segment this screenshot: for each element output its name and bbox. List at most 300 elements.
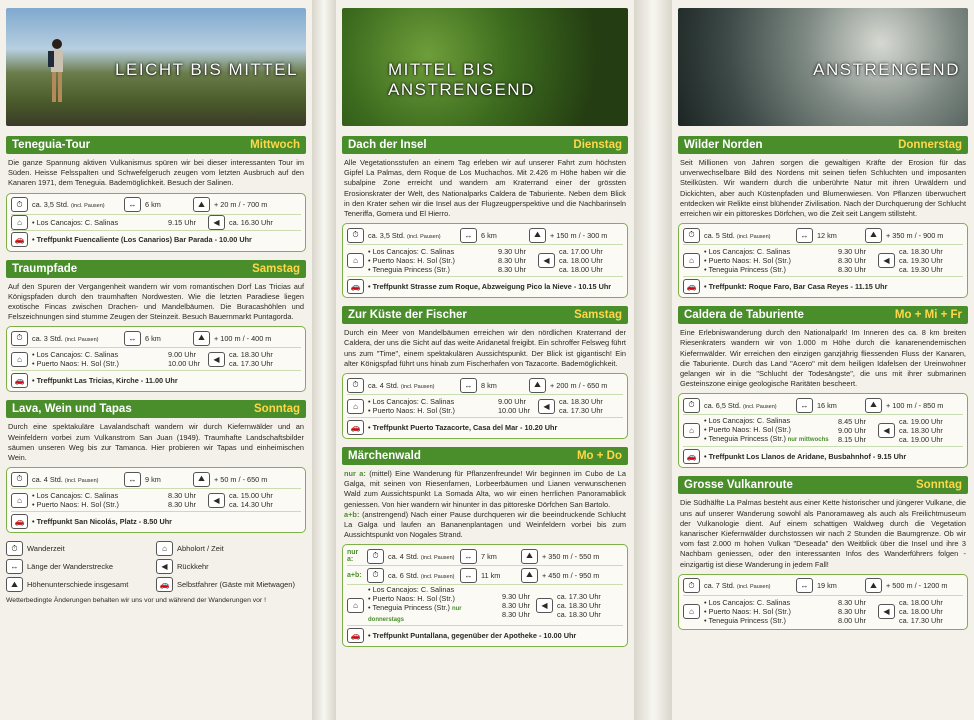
tour-description: Eine Erlebniswanderung durch den Nationalpark! Im Inneren des ca. 8 km breiten Riesenkraters wandern wir von 1.000 m Höhe durch die kanarenendemischen Kiefernwälder. Wir erreichen den einzigen ganzjährig fliessenden Fluss der Kanaren, die Taburiente. Durch das Land "Acero" mit dem heiligen Idafelsen der Ureinwohner gelangen wir in die "Schlucht der Todesängste", die uns mit ihrer submarinen Gesteinszone einige geologische Raritäten bescheert. <box>680 328 966 389</box>
pickup-time: 8.30 Uhr <box>838 597 866 607</box>
hero-photo-hard <box>678 8 968 126</box>
duration: ca. 7 Std. (incl. Pausen) <box>704 581 771 591</box>
distance-icon: ↔ <box>460 549 477 564</box>
fold-right <box>634 0 672 720</box>
clock-icon: ⏱ <box>367 568 384 583</box>
pickup-time: 8.30 Uhr <box>168 500 196 510</box>
duration: ca. 6,5 Std. (incl. Pausen) <box>704 400 777 410</box>
pickup-location: • Los Cancajos: C. Salinas <box>704 416 791 426</box>
return-time: ca. 18.00 Uhr <box>559 256 603 266</box>
info-row-b <box>347 566 623 585</box>
bus-stop-icon: ⌂ <box>683 253 700 268</box>
return-icon: ◀ <box>208 215 225 230</box>
distance: 7 km <box>481 551 497 561</box>
legend-item <box>156 541 306 556</box>
pickup-locations: • Los Cancajos: C. Salinas • Puerto Naos: H. Sol (Str.) • Teneguia Princess (Str.) nur donnerstags <box>368 585 462 624</box>
pickup-time: 10.00 Uhr <box>168 359 201 369</box>
tour-list <box>678 136 968 630</box>
duration: ca. 4 Std. (incl. Pausen) <box>368 380 435 390</box>
pickup-time: 9.00 Uhr <box>838 426 866 436</box>
info-row <box>347 376 623 395</box>
distance-icon: ↔ <box>460 568 477 583</box>
tour-day: Dienstag <box>573 139 622 151</box>
pickup-time: 8.30 Uhr <box>838 606 866 616</box>
tour-day: Samstag <box>574 309 622 322</box>
hero-title: MITTEL BIS ANSTRENGEND <box>388 60 535 99</box>
bus-stop-icon: ⌂ <box>683 423 700 438</box>
return-time: ca. 15.00 Uhr <box>229 491 273 501</box>
return-icon: ◀ <box>878 604 895 619</box>
car-icon: 🚗 <box>347 628 364 643</box>
return-time: ca. 17.00 Uhr <box>559 247 603 257</box>
legend-label: Länge der Wanderstrecke <box>27 562 114 572</box>
distance-icon: ↔ <box>124 331 141 346</box>
column-hard <box>672 0 974 720</box>
car-icon: 🚗 <box>347 279 364 294</box>
return-times <box>559 247 603 274</box>
pickup-times <box>498 397 538 415</box>
legend-item <box>156 559 306 574</box>
tour-info-box <box>678 393 968 468</box>
tour-info-box <box>6 193 306 252</box>
car-icon: 🚗 <box>11 373 28 388</box>
tour-header <box>678 136 968 154</box>
meeting-point: • Treffpunkt San Nicolás, Platz - 8.50 Uhr <box>32 516 173 526</box>
duration: ca. 4 Std. (incl. Pausen) <box>32 474 99 484</box>
return-times <box>899 598 943 625</box>
pickup-time: 8.30 Uhr <box>838 265 866 275</box>
pickup-location: • Los Cancajos: C. Salinas <box>368 247 455 257</box>
tour-header <box>678 476 968 494</box>
pickup-time: 9.30 Uhr <box>838 247 866 257</box>
return-time: ca. 14.30 Uhr <box>229 500 273 510</box>
tour-section <box>678 476 968 629</box>
pickup-location: • Puerto Naos: H. Sol (Str.) <box>704 425 791 435</box>
distance-icon: ↔ <box>6 559 23 574</box>
duration-note: (incl. Pausen) <box>742 403 777 410</box>
pickup-location: • Los Cancajos: C. Salinas <box>368 397 455 407</box>
distance: 9 km <box>145 474 161 484</box>
distance-icon: ↔ <box>796 578 813 593</box>
meeting-point: • Treffpunkt Puerto Tazacorte, Casa del Mar - 10.20 Uhr <box>368 422 558 432</box>
meeting-row <box>683 277 963 295</box>
car-icon: 🚗 <box>683 449 700 464</box>
tour-section <box>6 260 306 393</box>
clock-icon: ⏱ <box>683 578 700 593</box>
pickup-location: • Puerto Naos: H. Sol (Str.) <box>368 256 455 266</box>
tour-list <box>342 136 628 439</box>
pickup-row <box>683 596 963 627</box>
info-row <box>683 226 963 245</box>
altitude: + 100 m / - 850 m <box>886 400 944 410</box>
meeting-point: • Treffpunkt Los Llanos de Aridane, Busbahnhof - 9.15 Uhr <box>704 451 907 461</box>
pickup-time: 8.30 Uhr <box>498 265 526 275</box>
altitude: + 500 m / - 1200 m <box>886 581 948 591</box>
return-times <box>229 350 273 368</box>
meeting-row <box>347 626 623 644</box>
distance: 12 km <box>817 230 837 240</box>
tour-name: Caldera de Taburiente <box>684 309 804 322</box>
return-time: ca. 18.30 Uhr <box>899 426 943 436</box>
pickup-location: • Teneguia Princess (Str.) nur mittwochs <box>704 434 829 444</box>
tour-header <box>6 136 306 154</box>
footer-note: Wetterbedingte Änderungen behalten wir uns vor und während der Wanderungen vor ! <box>6 597 266 605</box>
pickup-time: 8.00 Uhr <box>838 615 866 625</box>
distance-icon: ↔ <box>796 398 813 413</box>
bus-stop-icon: ⌂ <box>11 352 28 367</box>
pickup-location: • Los Cancajos: C. Salinas <box>32 491 119 501</box>
return-time: ca. 19.00 Uhr <box>899 435 943 445</box>
return-times: ca. 17.30 Uhr ca. 18.30 Uhr ca. 18.30 Uhr <box>557 591 601 619</box>
meeting-row <box>347 418 623 436</box>
return-time: ca. 18.00 Uhr <box>899 606 943 616</box>
tour-day: Donnerstag <box>898 139 962 151</box>
return-icon: ◀ <box>538 399 555 414</box>
clock-icon: ⏱ <box>347 378 364 393</box>
altitude-icon: ⛰ <box>529 378 546 393</box>
pickup-time: 9.30 Uhr <box>498 247 526 257</box>
legend-item <box>6 559 156 574</box>
pickup-locations <box>704 247 832 274</box>
legend-label: Wanderzeit <box>27 544 65 554</box>
altitude: + 20 m / - 700 m <box>214 200 268 210</box>
bus-stop-icon: ⌂ <box>347 598 364 613</box>
bus-stop-icon: ⌂ <box>347 399 364 414</box>
pickup-row <box>11 489 301 512</box>
return-time: ca. 19.30 Uhr <box>899 256 943 266</box>
pickup-time: 8.30 Uhr <box>498 256 526 266</box>
tour-section <box>678 136 968 298</box>
tour-info-box <box>342 544 628 647</box>
return-time: ca. 18.00 Uhr <box>899 597 943 607</box>
clock-icon: ⏱ <box>367 549 384 564</box>
pickup-locations <box>368 397 492 415</box>
info-row <box>683 577 963 596</box>
hiker-figure <box>44 38 70 108</box>
tour-description: Auf den Spuren der Vergangenheit wandern wir vom romantischen Dorf Las Tricias auf Königspfaden durch den traumhaften Nordwesten. Wie die letzten Paradiese liegen exotische Fincas zwischen Drachen- und Mandelbäumen. Die Buracashöhlen und Felszeichnungen sind stumme Zeugen der Steinzeit. Besuch Bauernmarkt Puntagorda. <box>8 281 304 322</box>
pickup-time: 9.15 Uhr <box>168 217 196 227</box>
altitude-icon: ⛰ <box>193 331 210 346</box>
tour-name: Wilder Norden <box>684 139 763 151</box>
tour-description: Durch eine spektakuläre Lavalandschaft wandern wir durch Kiefernwälder und an Weinfeldern vorbei zum Vulkanstrom San Juan (1949). Traumhafte Landschaftsbilder säumen unseren Weg bis zur Tamanca. Hier probieren wir Tapas und einheimischen Wein. <box>8 422 304 463</box>
return-icon: ◀ <box>208 352 225 367</box>
return-times <box>559 397 603 415</box>
altitude-icon: ⛰ <box>865 398 882 413</box>
pickup-row <box>683 415 963 447</box>
pickup-times <box>838 417 878 444</box>
duration-note: (incl. Pausen) <box>736 233 771 240</box>
hero-photo-medium <box>342 8 628 126</box>
altitude-icon: ⛰ <box>521 549 538 564</box>
variant-a-text: (mittel) Eine Wanderung für Pflanzenfreunde! Wir beginnen im Cubo de La Galga, mit seinen von Riesenfarnen, Lorbeerbäumen und Lianen verwunschenen Wald zum Aussichtspunkt La Somada Alta, wo wir einen herrlichen Panoramablick geniessen. Von hier wandern wir hinunter in das pittoreske Dörfchen San Bartolo. <box>344 469 626 509</box>
bus-stop-icon: ⌂ <box>156 541 173 556</box>
row-label: nur a: <box>347 549 359 564</box>
clock-icon: ⏱ <box>11 331 28 346</box>
return-icon: ◀ <box>536 598 553 613</box>
altitude: + 350 m / - 550 m <box>542 551 600 561</box>
return-times <box>229 218 273 227</box>
pickup-time: 8.15 Uhr <box>838 435 866 445</box>
duration-note: (incl. Pausen) <box>406 233 441 240</box>
pickup-location: • Los Cancajos: C. Salinas <box>704 597 791 607</box>
bus-stop-icon: ⌂ <box>11 493 28 508</box>
tour-name: Lava, Wein und Tapas <box>12 403 132 416</box>
bus-stop-icon: ⌂ <box>11 215 28 230</box>
tour-section <box>342 306 628 439</box>
info-row <box>11 329 301 348</box>
duration: ca. 5 Std. (incl. Pausen) <box>704 230 771 240</box>
meeting-point: • Treffpunkt Fuencaliente (Los Canarios) Bar Parada - 10.00 Uhr <box>32 235 252 245</box>
pickup-time: 8.30 Uhr <box>838 256 866 266</box>
altitude: + 450 m / - 950 m <box>542 570 600 580</box>
variant-b-text: (anstrengend) Nach einer Pause durchqueren wir die beeindruckende Schlucht La Galga und laufen an Bananenplantagen und Weinfeldern vorbei bis zum Aussichtspunkt von Nogales Strand. <box>344 509 626 540</box>
tour-section <box>342 136 628 298</box>
pickup-times <box>168 218 208 227</box>
pickup-location: • Los Cancajos: C. Salinas <box>704 247 791 257</box>
altitude-icon: ⛰ <box>193 472 210 487</box>
return-time: ca. 18.30 Uhr <box>899 247 943 257</box>
tour-list <box>6 136 306 533</box>
tour-header <box>342 136 628 154</box>
clock-icon: ⏱ <box>6 541 23 556</box>
duration-note: (incl. Pausen) <box>70 203 105 210</box>
return-time: ca. 17.30 Uhr <box>559 406 603 416</box>
distance-icon: ↔ <box>460 378 477 393</box>
info-row <box>11 470 301 489</box>
pickup-times <box>838 598 878 625</box>
pickup-times <box>168 350 208 368</box>
pickup-time: 9.00 Uhr <box>498 397 526 407</box>
tour-day: Mittwoch <box>250 139 300 151</box>
return-icon: ◀ <box>878 253 895 268</box>
tour-name: Traumpfade <box>12 262 78 275</box>
tour-description: Durch ein Meer von Mandelbäumen erreichen wir den nördlichen Kraterrand der Caldera, der uns die Sicht auf das weite Aridanetal freigibt. Ein schroffer Felsweg führt uns zum "Time", einem spektakulären Aussichtspunkt. Der Blick ist gigantisch! Ein alter Königspfad führt uns hinab zum Fischerhafen von Tazacorte. Bademöglichkeit. <box>344 328 626 368</box>
tour-description: Die ganze Spannung aktiven Vulkanismus spüren wir bei dieser interessanten Tour im Süden. Heisse Felsspalten und Schwefelgeruch zeugen vom letzten Ausbruch auf den Kanaren 1971, dem Teneguia. Bademöglichkeit. Besuch der Salinen. <box>8 158 304 188</box>
pickup-row <box>347 245 623 277</box>
tour-description: Die Südhälfte La Palmas besteht aus einer Kette historischer und jüngerer Vulkane, die uns auf unserer Wanderung sowohl als Panoramaweg als auch als Freilichtmuseum der Vulkanologie dient. Auf einem schattigen Waldweg durch die Vegetation kanarischer Kiefernwälder durchstossen wir nach 2 Stunden die Baumgrenze. Ob wir vom fast 2.000 m hohen Vulkan "Deseada" den Weitblick über die Insel und ihre 3 Nachbarn geniessen, oder den interessanten Infos des Wanderführers folgen - einzigartig ist diese Wanderung in jedem Fall! <box>680 498 966 569</box>
tour-day: Mo + Mi + Fr <box>894 309 962 322</box>
clock-icon: ⏱ <box>683 398 700 413</box>
bus-stop-icon: ⌂ <box>347 253 364 268</box>
pickup-times <box>498 247 538 274</box>
pickup-time: 9.00 Uhr <box>168 350 196 360</box>
clock-icon: ⏱ <box>11 472 28 487</box>
distance: 16 km <box>817 400 837 410</box>
return-time: ca. 19.30 Uhr <box>899 265 943 275</box>
distance: 6 km <box>481 230 497 240</box>
duration: ca. 3,5 Std. (incl. Pausen) <box>368 230 441 240</box>
car-icon: 🚗 <box>156 577 173 592</box>
legend-item <box>6 541 156 556</box>
return-icon: ◀ <box>538 253 555 268</box>
legend-label: Selbstfahrer (Gäste mit Mietwagen) <box>177 580 295 590</box>
return-time: ca. 16.30 Uhr <box>229 217 273 227</box>
info-row <box>347 226 623 245</box>
pickup-location: • Teneguia Princess (Str.) <box>368 265 450 275</box>
pickup-location: • Los Cancajos: C. Salinas <box>32 350 119 360</box>
meeting-point: • Treffpunkt Puntallana, gegenüber der Apotheke - 10.00 Uhr <box>368 630 577 640</box>
legend-label: Höhenunterschiede insgesamt <box>27 580 129 590</box>
tour-header <box>342 306 628 324</box>
altitude: + 50 m / - 650 m <box>214 474 268 484</box>
distance-icon: ↔ <box>796 228 813 243</box>
altitude-icon: ⛰ <box>865 228 882 243</box>
pickup-location: • Puerto Naos: H. Sol (Str.) <box>32 359 119 369</box>
altitude-icon: ⛰ <box>521 568 538 583</box>
pickup-note: nur mittwochs <box>785 437 829 444</box>
duration-note: (incl. Pausen) <box>736 584 771 591</box>
return-icon: ◀ <box>878 423 895 438</box>
meeting-row <box>347 277 623 295</box>
car-icon: 🚗 <box>11 514 28 529</box>
duration: ca. 3,5 Std. (incl. Pausen) <box>32 200 105 210</box>
meeting-row <box>11 512 301 530</box>
altitude: + 200 m / - 650 m <box>550 380 608 390</box>
pickup-row <box>11 215 301 231</box>
tour-header <box>678 306 968 324</box>
return-time: ca. 19.00 Uhr <box>899 417 943 427</box>
pickup-row <box>347 395 623 418</box>
duration: ca. 3 Std. (incl. Pausen) <box>32 333 99 343</box>
pickup-time: 10.00 Uhr <box>498 406 531 416</box>
bus-stop-icon: ⌂ <box>683 604 700 619</box>
return-times <box>899 417 943 444</box>
clock-icon: ⏱ <box>347 228 364 243</box>
pickup-location: • Los Cancajos: C. Salinas <box>32 217 119 227</box>
pickup-locations <box>368 247 492 274</box>
return-time: ca. 18.30 Uhr <box>559 397 603 407</box>
info-row-a <box>347 547 623 566</box>
tour-day: Mo + Do <box>576 450 622 463</box>
return-time: ca. 17.30 Uhr <box>899 615 943 625</box>
car-icon: 🚗 <box>11 232 28 247</box>
tour-info-box <box>678 223 968 298</box>
pickup-location: • Puerto Naos: H. Sol (Str.) <box>704 606 791 616</box>
car-icon: 🚗 <box>347 420 364 435</box>
legend-item <box>6 577 156 592</box>
pickup-locations <box>704 416 832 445</box>
meeting-row <box>683 447 963 465</box>
duration-note: (incl. Pausen) <box>64 477 99 484</box>
pickup-time: 8.45 Uhr <box>838 417 866 427</box>
return-times <box>899 247 943 274</box>
variant-a-label: nur a: <box>344 469 366 479</box>
return-time: ca. 18.00 Uhr <box>559 265 603 275</box>
legend-item <box>156 577 306 592</box>
tour-description: Seit Millionen von Jahren sorgen die gewaltigen Kräfte der Erosion für das unverwechselbare Bild des Nordens mit seinen tiefen Schluchten und imposanten Steilküsten. Wir wandern durch die unberührte Natur mit ihren Urwäldern und Dickichten, aber auch Küstenpfaden und Blumenwiesen. Von Pflanzen überwuchert entdecken wir Relikte einst blühender Zivilisation. Nach der Durchquerung der Schlucht erreichen wir ein pittoreskes Dörfchen, wo die Zeit seit Langem stillsteht. <box>680 158 966 219</box>
pickup-time: 8.30 Uhr <box>168 491 196 501</box>
hero-photo-easy <box>6 8 306 126</box>
tour-day: Sonntag <box>916 479 962 492</box>
column-easy <box>0 0 312 720</box>
column-medium <box>336 0 634 720</box>
clock-icon: ⏱ <box>11 197 28 212</box>
distance: 8 km <box>481 380 497 390</box>
tour-day: Samstag <box>252 262 300 275</box>
tour-description <box>344 469 626 540</box>
meeting-row <box>11 231 301 249</box>
tour-section <box>678 306 968 468</box>
legend-label: Rückkehr <box>177 562 209 572</box>
pickup-locations <box>32 491 162 509</box>
pickup-location: • Puerto Naos: H. Sol (Str.) <box>368 406 455 416</box>
pickup-times <box>838 247 878 274</box>
altitude: + 100 m / - 400 m <box>214 333 272 343</box>
info-row <box>683 396 963 415</box>
tour-info-box <box>6 467 306 533</box>
distance: 6 km <box>145 200 161 210</box>
tour-info-box <box>678 574 968 630</box>
duration-note: (incl. Pausen) <box>64 336 99 343</box>
pickup-row <box>11 348 301 371</box>
pickup-locations <box>32 350 162 368</box>
meeting-row <box>11 371 301 389</box>
tour-info-box <box>342 223 628 298</box>
row-label: a+b: <box>347 571 362 579</box>
pickup-location: • Teneguia Princess (Str.) <box>704 265 786 275</box>
return-times <box>229 491 273 509</box>
duration: ca. 4 Std. (incl. Pausen) <box>388 551 455 561</box>
tour-name: Dach der Insel <box>348 139 427 151</box>
tour-header <box>6 400 306 418</box>
pickup-row <box>347 585 623 626</box>
tour-info-box <box>6 326 306 392</box>
tour-header <box>342 447 628 465</box>
tour-day: Sonntag <box>254 403 300 416</box>
pickup-locations <box>704 598 832 625</box>
meeting-point: • Treffpunkt: Roque Faro, Bar Casa Reyes - 11.15 Uhr <box>704 281 888 291</box>
altitude: + 150 m / - 300 m <box>550 230 608 240</box>
tour-maerchenwald <box>342 447 628 647</box>
tour-name: Grosse Vulkanroute <box>684 479 793 492</box>
pickup-times <box>168 491 208 509</box>
distance: 11 km <box>481 570 501 580</box>
tour-info-box <box>342 373 628 439</box>
altitude-icon: ⛰ <box>6 577 23 592</box>
return-time: ca. 18.30 Uhr <box>229 350 273 360</box>
distance-icon: ↔ <box>124 197 141 212</box>
duration: ca. 6 Std. (incl. Pausen) <box>388 570 455 580</box>
return-time: ca. 17.30 Uhr <box>229 359 273 369</box>
tour-name: Teneguia-Tour <box>12 139 91 151</box>
tour-name: Zur Küste der Fischer <box>348 309 467 322</box>
pickup-row <box>683 245 963 277</box>
car-icon: 🚗 <box>683 279 700 294</box>
hero-title: ANSTRENGEND <box>813 60 960 79</box>
meeting-point: • Treffpunkt Strasse zum Roque, Abzweigung Pico la Nieve - 10.15 Uhr <box>368 281 612 291</box>
altitude-icon: ⛰ <box>193 197 210 212</box>
distance-icon: ↔ <box>460 228 477 243</box>
distance: 6 km <box>145 333 161 343</box>
variant-b-label: a+b: <box>344 509 360 519</box>
legend <box>6 541 306 592</box>
duration-note: (incl. Pausen) <box>400 383 435 390</box>
clock-icon: ⏱ <box>683 228 700 243</box>
return-icon: ◀ <box>156 559 173 574</box>
meeting-point: • Treffpunkt Las Tricias, Kirche - 11.00 Uhr <box>32 375 178 385</box>
pickup-locations <box>32 218 162 227</box>
hero-title: LEICHT BIS MITTEL <box>115 60 298 79</box>
distance: 19 km <box>817 581 837 591</box>
pickup-times: 9.30 Uhr 8.30 Uhr 8.30 Uhr <box>502 591 530 619</box>
tour-name: Märchenwald <box>348 450 421 463</box>
altitude: + 350 m / - 900 m <box>886 230 944 240</box>
pickup-location: • Teneguia Princess (Str.) <box>704 615 786 625</box>
pickup-location: • Puerto Naos: H. Sol (Str.) <box>704 256 791 266</box>
altitude-icon: ⛰ <box>529 228 546 243</box>
distance-icon: ↔ <box>124 472 141 487</box>
tour-description: Alle Vegetationsstufen an einem Tag erleben wir auf unserer Fahrt zum höchsten Gipfel La Palmas, dem Roque de Los Muchachos. Mit 2.426 m Höhe haben wir die subalpine Zone erreicht und wandern am Kraterrand einer der grössten Erosionskrater der Welt, des Nationalparks Caldera de Taburiente. Neben dem Blick in den Krater sehen wir die Insel aus der Flugzeugperspektive und die Nachbarinseln Teneriffa, Gomera und El Hierro. <box>344 158 626 219</box>
